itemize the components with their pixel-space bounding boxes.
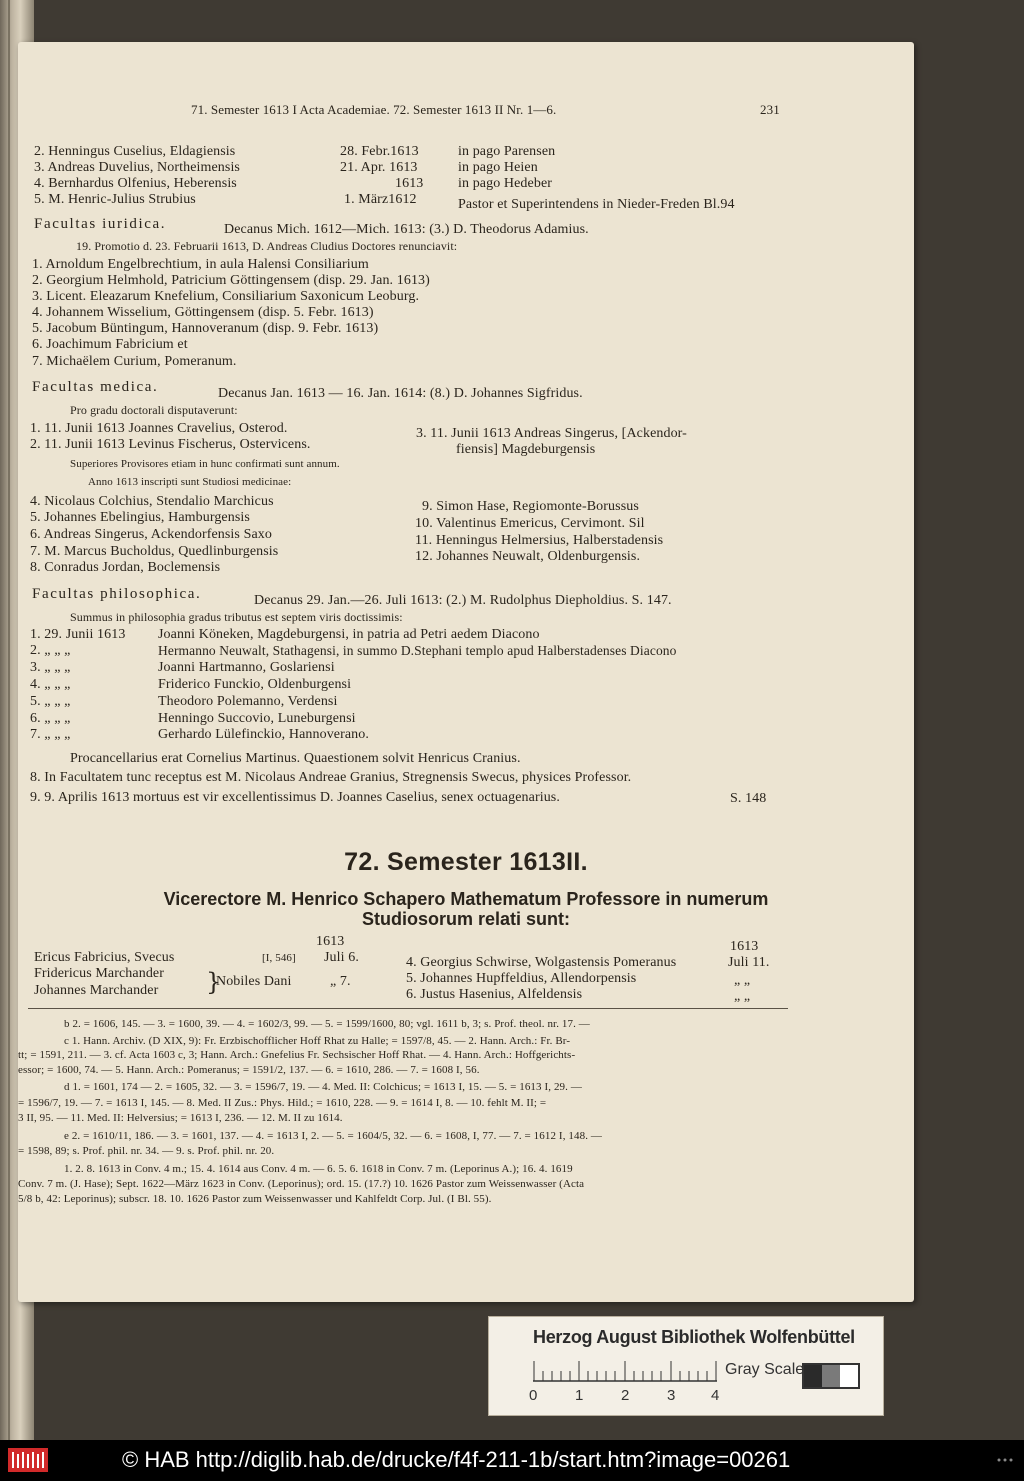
list-item: 4. Bernhardus Olfenius, Heberensis	[34, 176, 237, 191]
list-item: 4. Nicolaus Colchius, Stendalio Marchicus	[30, 494, 274, 509]
list-item: Joanni Hartmanno, Goslariensi	[158, 660, 335, 675]
list-item: Friderico Funckio, Oldenburgensi	[158, 677, 352, 692]
footnote: essor; = 1600, 74. — 5. Hann. Arch.: Pomeranus; = 1591/2, 137. — 6. = 1610, 286. — 7. = 1608 I, 56.	[18, 1064, 480, 1076]
list-item-note: Pastor et Superintendens in Nieder-Freden Bl.94	[458, 197, 735, 212]
student-name: Fridericus Marchander	[34, 966, 164, 981]
list-item-note: in pago Hedeber	[458, 176, 553, 191]
list-item: Henningo Succovio, Luneburgensi	[158, 711, 356, 726]
student-date: Juli 6.	[324, 950, 359, 965]
semester-subtitle: Vicerectore M. Henrico Schapero Mathematum Professore in numerum	[163, 889, 769, 909]
footnote: tt; = 1591, 211. — 3. cf. Acta 1603 c, 3; Hann. Arch.: Gnefelius Fr. Sechsischer Hoff Rhat. — 4. Hann. Arch.: Hoffgerichts-	[18, 1049, 576, 1061]
semester-title: 72. Semester 1613II.	[344, 848, 588, 876]
student-name: Ericus Fabricius, Svecus	[34, 950, 175, 965]
philosophica-subhead: Summus in philosophia gradus tributus est septem viris doctissimis:	[70, 610, 403, 624]
list-item-date: 1613	[395, 176, 424, 191]
footnote: e 2. = 1610/11, 186. — 3. = 1601, 137. — 4. = 1613 I, 2. — 5. = 1604/5, 32. — 6. = 1608, I, 77. — 7. = 1612 I, 148. —	[64, 1130, 602, 1142]
list-item: 3. Andreas Duvelius, Northeimensis	[34, 160, 240, 175]
list-item: 6. Joachimum Fabricium et	[32, 337, 188, 352]
gray-scale-label: Gray Scale	[725, 1361, 805, 1378]
student-ref: [I, 546]	[262, 952, 296, 964]
ruler-number: 2	[621, 1387, 630, 1404]
medica-dean: Decanus Jan. 1613 — 16. Jan. 1614: (8.) D. Johannes Sigfridus.	[218, 386, 583, 401]
nobiles-label: Nobiles Dani	[216, 974, 292, 989]
source-url[interactable]: © HAB http://diglib.hab.de/drucke/f4f-211-1b/start.htm?image=00261	[122, 1447, 791, 1472]
list-item: 5. Jacobum Büntingum, Hannoveranum (disp. 9. Febr. 1613)	[32, 321, 379, 336]
note-9: 9. 9. Aprilis 1613 mortuus est vir excellentissimus D. Joannes Caselius, senex octuagenarius.	[30, 790, 560, 805]
list-item: 10. Valentinus Emericus, Cervimont. Sil	[415, 516, 645, 531]
list-item-date: 21. Apr. 1613	[340, 160, 418, 175]
list-item-num: 3. „ „ „	[30, 660, 71, 675]
footnote: Conv. 7 m. (J. Hase); Sept. 1622—März 1623 in Conv. (Leporinus); ord. 15. (17.?) 10. 1626 Pastor zum Weissenwasser (Acta	[18, 1178, 585, 1190]
list-item: 5. M. Henric-Julius Strubius	[34, 192, 196, 207]
list-item: 3. Licent. Eleazarum Knefelium, Consiliarium Saxonicum Leoburg.	[32, 289, 420, 304]
student-name: 5. Johannes Hupffeldius, Allendorpensis	[406, 971, 637, 986]
list-item-note: in pago Heien	[458, 160, 538, 175]
student-name: Johannes Marchander	[34, 983, 159, 998]
faculty-heading-iuridica: Facultas iuridica.	[34, 216, 167, 232]
ruler-number: 3	[667, 1387, 676, 1404]
procancellarius: Procancellarius erat Cornelius Martinus. Quaestionem solvit Henricus Cranius.	[70, 751, 521, 766]
list-item: Joanni Köneken, Magdeburgensi, in patria ad Petri aedem Diacono	[158, 627, 540, 642]
footnote: = 1596/7, 19. — 7. = 1613 I, 145. — 8. Med. II Zus.: Phys. Hild.; = 1610, 228. — 9. = 1614 I, 8. — 10. fehlt M. II; =	[18, 1097, 547, 1109]
semester-subtitle-2: Studiosorum relati sunt:	[361, 909, 570, 929]
year-left: 1613	[316, 934, 345, 949]
medica-provisores: Superiores Provisores etiam in hunc confirmati sunt annum.	[70, 458, 340, 470]
list-item: 2. Georgium Helmhold, Patricium Göttingensem (disp. 29. Jan. 1613)	[32, 273, 430, 288]
footnote: 1. 2. 8. 1613 in Conv. 4 m.; 15. 4. 1614 aus Conv. 4 m. — 6. 5. 6. 1618 in Conv. 7 m. (Leporinus A.); 16. 4. 1619	[64, 1163, 573, 1175]
footnote: 5/8 b, 42: Leporinus); subscr. 18. 10. 1626 Pastor zum Weissenwasser und Kahlfeldt Corp. Jul. (I Bl. 55).	[18, 1193, 492, 1205]
list-item: Gerhardo Lülefinckio, Hannoverano.	[158, 727, 369, 742]
list-item-continued: fiensis] Magdeburgensis	[456, 442, 596, 457]
note-9-ref: S. 148	[730, 791, 767, 806]
list-item: 7. M. Marcus Bucholdus, Quedlinburgensis	[30, 544, 279, 559]
scanned-page	[18, 42, 914, 1302]
list-item: 6. Andreas Singerus, Ackendorfensis Saxo	[30, 527, 272, 542]
student-name: 4. Georgius Schwirse, Wolgastensis Pomeranus	[406, 955, 677, 970]
hab-logo-icon	[8, 1448, 48, 1472]
list-item-num: 1. 29. Junii 1613	[30, 627, 126, 642]
nobiles-date: „ 7.	[330, 974, 351, 989]
list-item-num: 4. „ „ „	[30, 677, 71, 692]
list-item-note: in pago Parensen	[458, 144, 556, 159]
list-item: 7. Michaëlem Curium, Pomeranum.	[32, 354, 237, 369]
list-item: 1. Arnoldum Engelbrechtium, in aula Halensi Consiliarium	[32, 257, 369, 272]
list-item-num: 5. „ „ „	[30, 694, 71, 709]
ruler-number: 0	[529, 1387, 538, 1404]
list-item: Hermanno Neuwalt, Stathagensi, in summo D.Stephani templo apud Halberstadenses Diacono	[158, 643, 677, 658]
footnote: d 1. = 1601, 174 — 2. = 1605, 32. — 3. = 1596/7, 19. — 4. Med. II: Colchicus; = 1613 I, 15. — 5. = 1613 I, 29. —	[64, 1081, 582, 1093]
footnote: 3 II, 95. — 11. Med. II: Helversius; = 1613 I, 236. — 12. M. II zu 1614.	[18, 1112, 343, 1124]
student-date: „ „	[734, 989, 751, 1004]
list-item: 9. Simon Hase, Regiomonte-Borussus	[422, 499, 639, 514]
footnote-divider	[28, 1008, 788, 1009]
philosophica-dean: Decanus 29. Jan.—26. Juli 1613: (2.) M. Rudolphus Diepholdius. S. 147.	[254, 593, 672, 608]
library-stamp	[488, 1316, 884, 1416]
gray-scale-swatches	[802, 1363, 860, 1389]
list-item-num: 6. „ „ „	[30, 711, 71, 726]
footnote: = 1598, 89; s. Prof. phil. nr. 34. — 9. s. Prof. phil. nr. 20.	[18, 1145, 275, 1157]
list-item: 8. Conradus Jordan, Boclemensis	[30, 560, 221, 575]
list-item: 12. Johannes Neuwalt, Oldenburgensis.	[415, 549, 641, 564]
student-date: „ „	[734, 973, 751, 988]
brace: }	[206, 968, 222, 996]
medica-subhead: Pro gradu doctorali disputaverunt:	[70, 403, 238, 417]
list-item: 3. 11. Junii 1613 Andreas Singerus, [Ackendor-	[416, 426, 687, 441]
list-item: 1. 11. Junii 1613 Joannes Cravelius, Osterod.	[30, 421, 288, 436]
list-item: 2. Henningus Cuselius, Eldagiensis	[34, 144, 236, 159]
bottom-bar	[0, 1440, 1024, 1481]
list-item: 5. Johannes Ebelingius, Hamburgensis	[30, 510, 250, 525]
running-title: 71. Semester 1613 I Acta Academiae. 72. Semester 1613 II Nr. 1—6.	[191, 102, 557, 117]
footnote: c 1. Hann. Archiv. (D XIX, 9): Fr. Erzbischofflicher Hoff Rhat zu Halle; = 1597/8, 45. — 2. Hann. Arch.: Fr. Br-	[64, 1035, 571, 1047]
scale-ruler	[533, 1355, 717, 1383]
page-number: 231	[760, 102, 780, 117]
menu-dots-icon[interactable]	[996, 1454, 1016, 1466]
medica-inscripti: Anno 1613 inscripti sunt Studiosi medicinae:	[88, 476, 292, 488]
book-edge-line	[8, 0, 10, 1440]
list-item: 2. 11. Junii 1613 Levinus Fischerus, Ostervicens.	[30, 437, 311, 452]
iuridica-promotio: 19. Promotio d. 23. Februarii 1613, D. Andreas Cludius Doctores renunciavit:	[76, 239, 458, 253]
list-item-date: 1. März1612	[344, 192, 417, 207]
list-item: Theodoro Polemanno, Verdensi	[158, 694, 338, 709]
stamp-title: Herzog August Bibliothek Wolfenbüttel	[533, 1327, 855, 1347]
list-item: 4. Johannem Wisselium, Göttingensem (disp. 5. Febr. 1613)	[32, 305, 374, 320]
list-item-num: 2. „ „ „	[30, 643, 71, 658]
list-item-date: 28. Febr.1613	[340, 144, 419, 159]
iuridica-dean: Decanus Mich. 1612—Mich. 1613: (3.) D. Theodorus Adamius.	[224, 222, 589, 237]
year-right: 1613	[730, 939, 759, 954]
ruler-number: 1	[575, 1387, 584, 1404]
ruler-number: 4	[711, 1387, 720, 1404]
faculty-heading-philosophica: Facultas philosophica.	[32, 586, 202, 602]
list-item-num: 7. „ „ „	[30, 727, 71, 742]
note-8: 8. In Facultatem tunc receptus est M. Nicolaus Andreae Granius, Stregnensis Swecus, physices Professor.	[30, 770, 632, 785]
footnote: b 2. = 1606, 145. — 3. = 1600, 39. — 4. = 1602/3, 99. — 5. = 1599/1600, 80; vgl. 1611 b, 3; s. Prof. theol. nr. 17. —	[64, 1018, 590, 1030]
student-date: Juli 11.	[728, 955, 770, 970]
list-item: 11. Henningus Helmersius, Halberstadensis	[415, 533, 664, 548]
student-name: 6. Justus Hasenius, Alfeldensis	[406, 987, 583, 1002]
faculty-heading-medica: Facultas medica.	[32, 379, 159, 395]
